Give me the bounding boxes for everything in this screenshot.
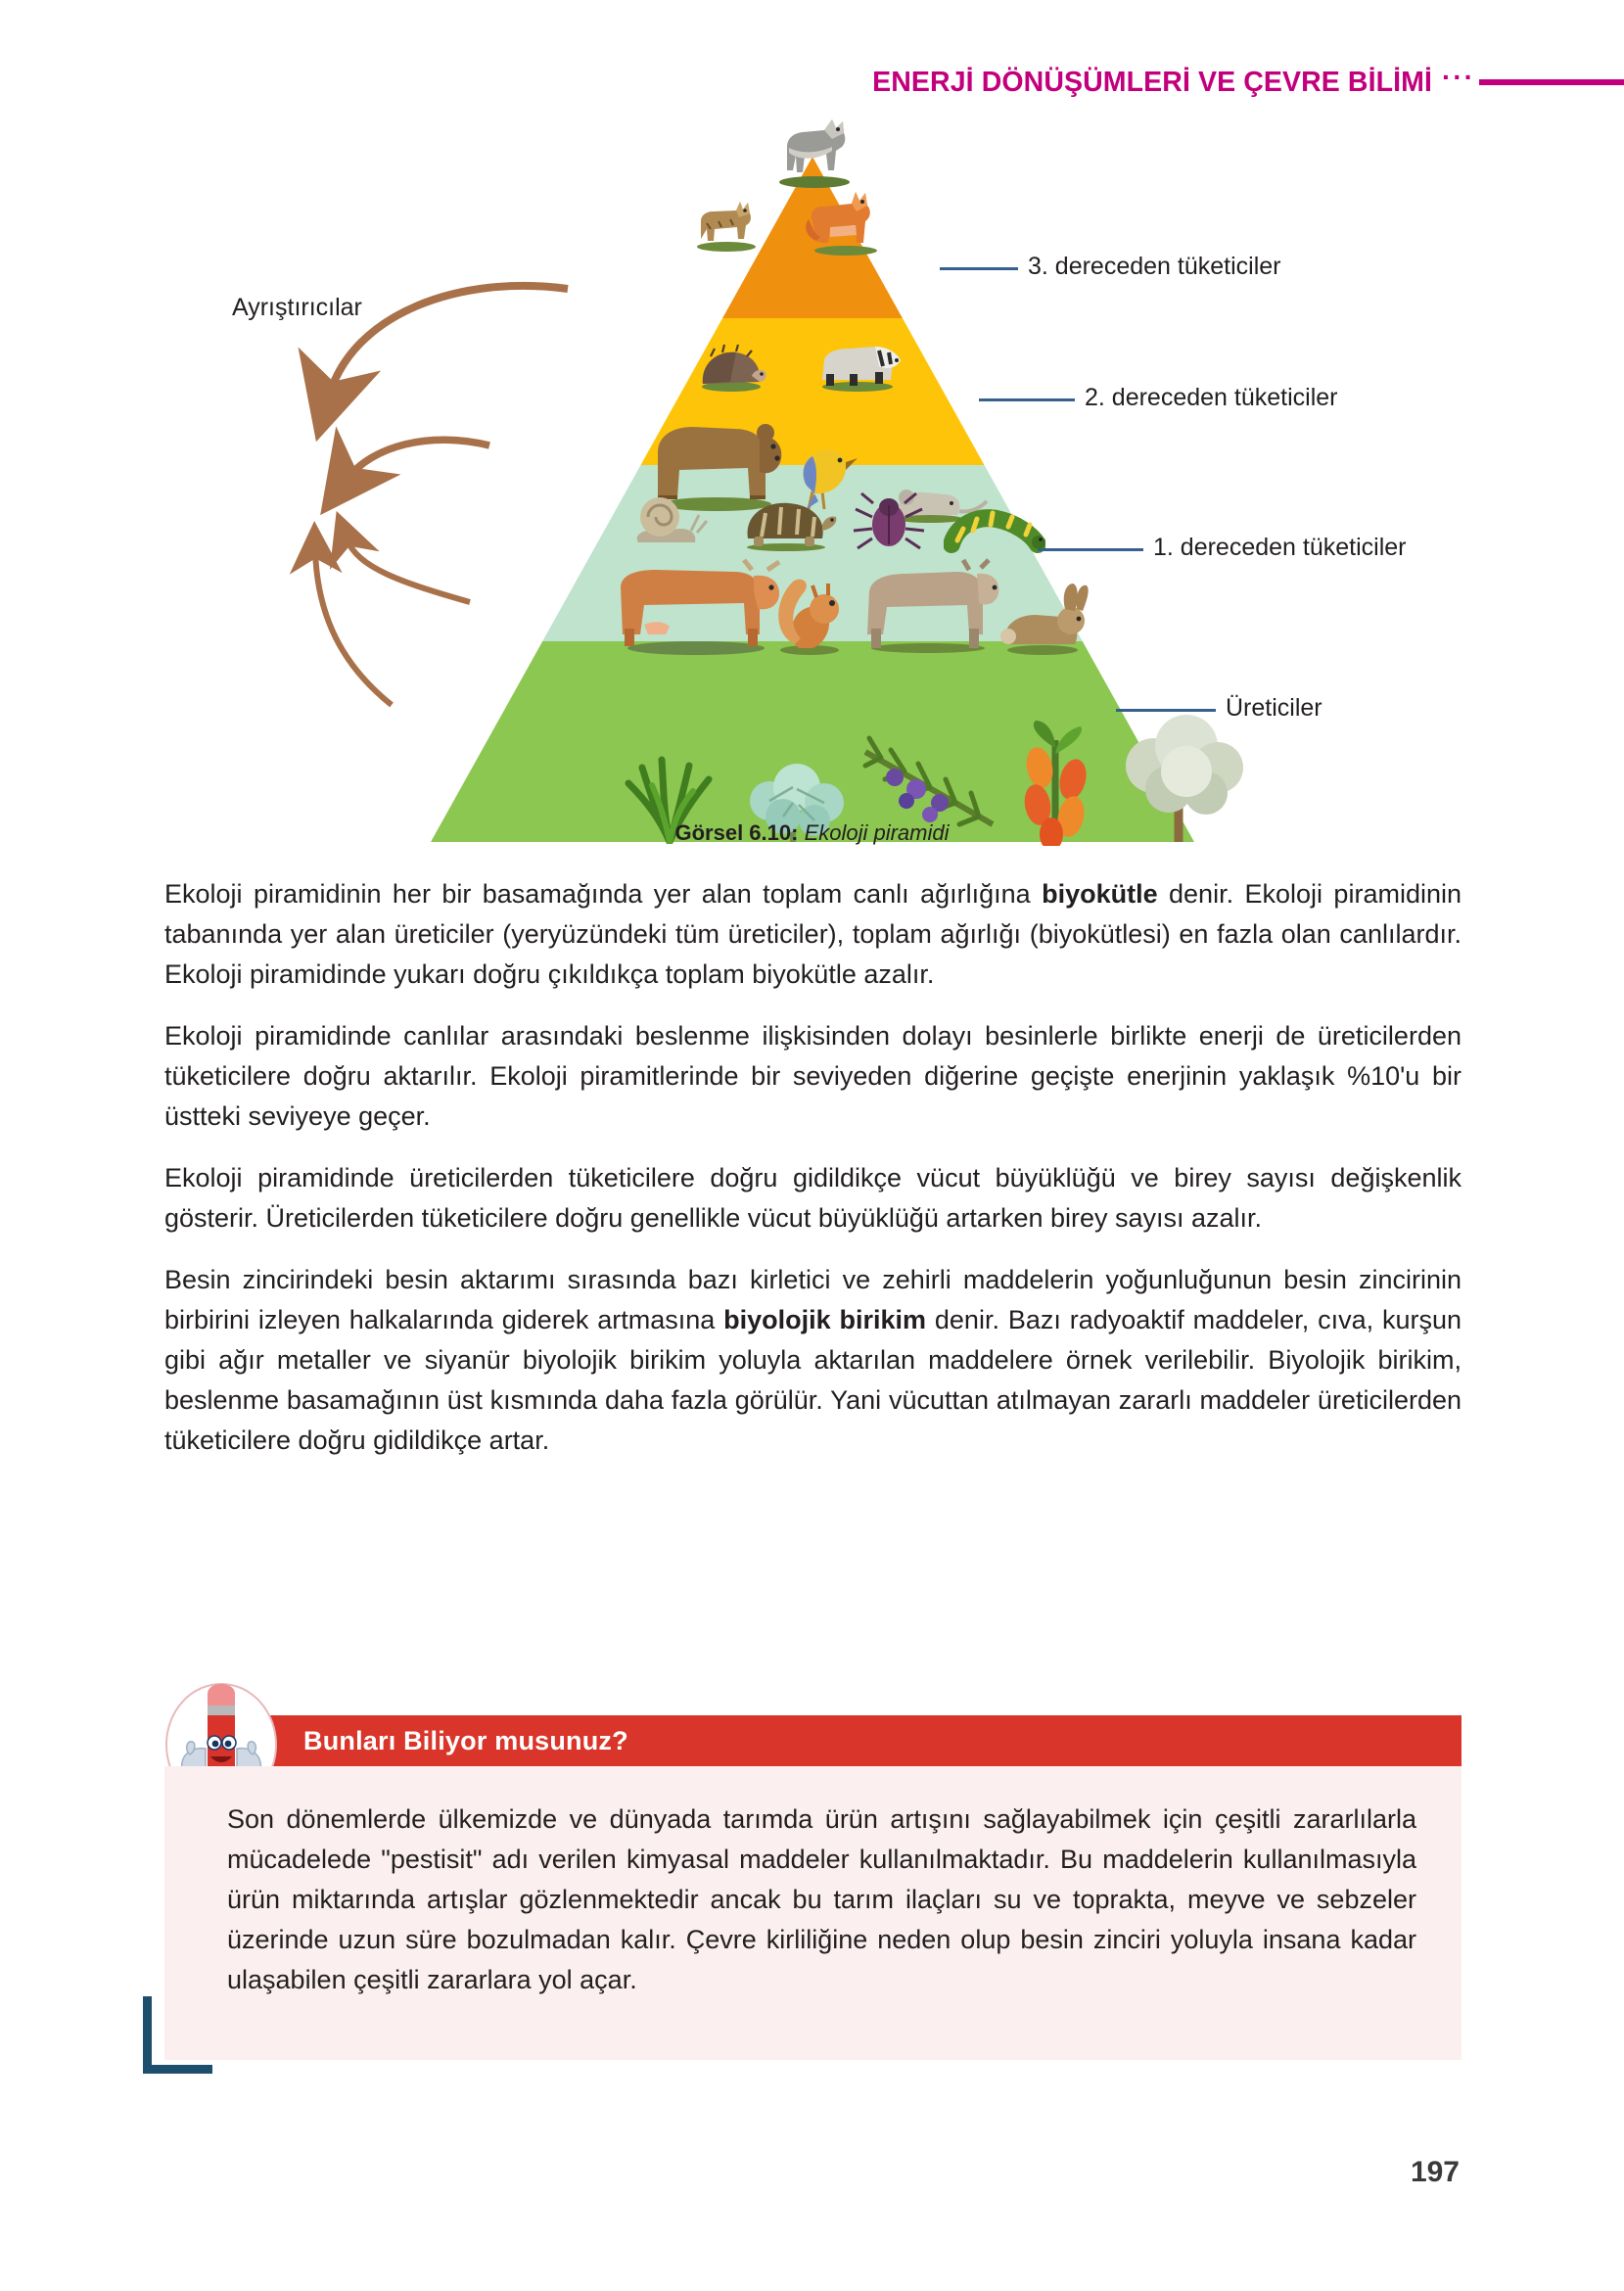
tier-label-2: 2. dereceden tüketiciler — [1085, 384, 1338, 411]
body-text — [164, 874, 1462, 1461]
boar-icon — [854, 552, 1002, 654]
header-rule — [1479, 79, 1624, 85]
leader-line-tier-1 — [1038, 548, 1143, 551]
paragraph-3: Ekoloji piramidinde üreticilerden tüketicilere doğru gidildikçe vücut büyüklüğü ve birey sayısı değişkenlik gösterir. Üreticilerden tüketicilere doğru genellikle vücut büyüklüğü artarken birey sayısı azalır. — [164, 1163, 1462, 1233]
tier-label-0: Üreticiler — [1226, 694, 1322, 722]
squirrel-icon — [764, 566, 856, 656]
paragraph-4: Besin zincirindeki besin aktarımı sırasında bazı kirletici ve zehirli maddelerin yoğunluğunun besin zincirinin birbirini izleyen halkalarında giderek artmasına biyolojik birikim denir. Bazı radyoaktif maddeler, cıva, kurşun gibi ağır metaller ve siyanür biyolojik birikim yoluyla aktarılan maddelere örnek verilebilir. Biyolojik birikim, beslenme basamağının üst kısmında daha fazla görülür. Yani vücuttan atılmayan zararlı maddeler üreticilerden tüketicilere doğru gidildikçe artar. — [164, 1265, 1462, 1455]
tortoise-icon — [732, 491, 840, 552]
figure-caption — [0, 820, 1624, 846]
paragraph-1: Ekoloji piramidinin her bir basamağında yer alan toplam canlı ağırlığına biyokütle denir. Ekoloji piramidinin tabanında yer alan üreticiler (yeryüzündeki tüm üreticiler), toplam ağırlığı (biyokütlesi) en fazla olan canlılardır. Ekoloji piramidinde yukarı doğru çıkıldıkça toplam biyokütle azalır. — [164, 879, 1462, 989]
snail-icon — [626, 493, 713, 546]
did-you-know-title: Bunları Biliyor musunuz? — [303, 1725, 628, 1755]
did-you-know-text: Son dönemlerde ülkemizde ve dünyada tarımda ürün artışını sağlayabilmek için çeşitli zararlılarla mücadelede "pestisit" adı verilen kimyasal maddeler kullanılmaktadır. Bu maddelerin kullanılmasıyla ürün miktarında artışlar gözlenmektedir ancak bu tarım ilaçları su ve toprakta, meyve ve sebzeler üzerinde uzun süre bozulmadan kalır. Çevre kirliliğine neden olup besin zinciri yoluyla insana kadar ulaşabilen çeşitli zararlara yol açar. — [227, 1804, 1416, 1994]
page-header — [0, 59, 1624, 106]
leader-line-tier-0 — [1116, 709, 1216, 712]
decomposers-label: Ayrıştırıcılar — [232, 294, 362, 321]
header-dots-icon: ··· — [1442, 62, 1475, 92]
leader-line-tier-2 — [979, 398, 1075, 401]
page-number: 197 — [1410, 2156, 1460, 2188]
paragraph-2: Ekoloji piramidinde canlılar arasındaki beslenme ilişkisinden dolayı besinlerle birlikte enerji de üreticilerden tüketicilere doğru aktarılır. Ekoloji piramitlerinde bir seviyeden diğerine geçişte enerjinin yaklaşık %10'u bir üstteki seviyeye geçer. — [164, 1021, 1462, 1131]
hedgehog-icon — [693, 339, 769, 392]
caterpillar-icon — [944, 501, 1045, 554]
figure-caption-title: Ekoloji piramidi — [804, 820, 950, 845]
badger-icon — [811, 331, 905, 392]
corner-bracket — [143, 1996, 212, 2074]
beetle-icon — [850, 491, 928, 552]
did-you-know-body — [164, 1766, 1462, 2060]
figure-caption-label: Görsel 6.10: — [674, 820, 799, 845]
did-you-know-banner — [258, 1715, 1462, 1766]
tier-label-3: 3. dereceden tüketiciler — [1028, 253, 1281, 280]
cow-icon — [605, 548, 787, 656]
rabbit-icon — [993, 576, 1092, 656]
leader-line-tier-3 — [940, 267, 1018, 270]
tier-label-1: 1. dereceden tüketiciler — [1153, 534, 1407, 561]
wolf-icon — [767, 102, 861, 190]
fox-icon — [801, 180, 891, 257]
ecology-pyramid-figure — [0, 117, 1624, 862]
page-title: ENERJİ DÖNÜŞÜMLERİ VE ÇEVRE BİLİMİ — [872, 66, 1433, 98]
lynx-icon — [687, 192, 766, 253]
